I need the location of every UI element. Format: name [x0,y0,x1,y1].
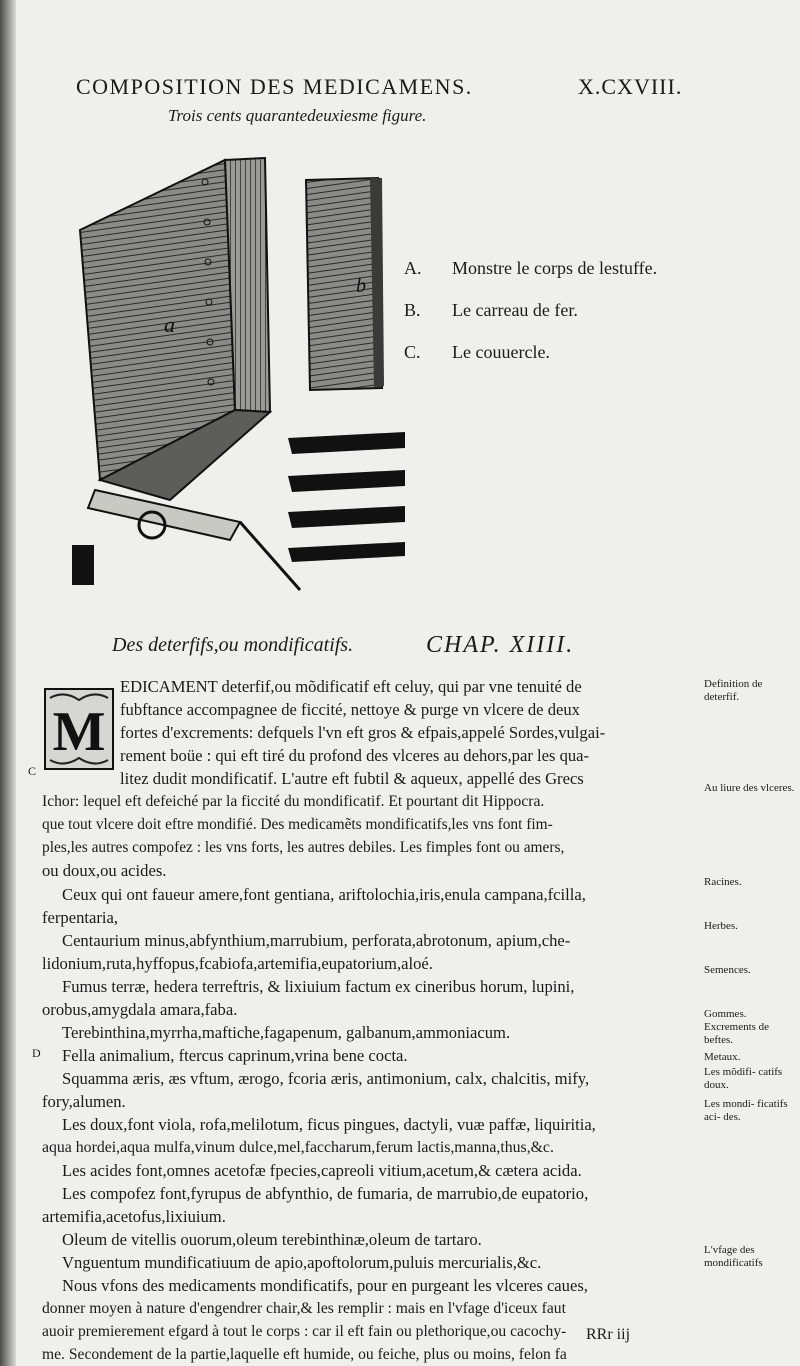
body-line: EDICAMENT deterfif,ou mõdificatif eft celuy, qui par vne tenuité de [120,677,582,696]
body-line: lidonium,ruta,hyffopus,fcabiofa,artemifia,eupatorium,aloé. [42,954,433,973]
chapter-title: Des deterfifs,ou mondificatifs. [112,634,354,656]
page-gutter-shadow [0,0,16,1366]
body-line: ples,les autres compofez : les vns forts, les autres debiles. Les fimples font ou amers, [42,839,565,856]
legend-text: Le carreau de fer. [452,300,578,320]
body-line: que tout vlcere doit eftre mondifié. Des medicamẽts mondificatifs,les vns font fim- [42,816,553,833]
body-line: Squamma æris, æs vftum, ærogo, fcoria æris, antimonium, calx, chalcitis, mify, [62,1069,590,1088]
body-line: Les doux,font viola, rofa,melilotum, ficus pingues, dactyli, vuæ paffæ, liquiritia, [62,1115,596,1134]
woodcut-illustration [60,150,420,600]
body-line: artemifia,acetofus,lixiuium. [42,1207,226,1226]
label-b: b [356,275,366,297]
body-line: Fumus terræ, hedera terreftris, & lixiuium factum ex cineribus horum, lupini, [62,977,575,996]
box-body-drawing [72,158,300,590]
svg-text:M: M [52,701,106,763]
legend-text: Le couuercle. [452,342,550,362]
decorated-initial-m [44,688,114,770]
body-line: orobus,amygdala amara,faba. [42,1000,238,1019]
legend-text: Monstre le corps de lestuffe. [452,258,658,278]
margin-note: Metaux. [704,1051,741,1063]
legend-key: B. [404,300,421,320]
legend-item-b [404,300,578,321]
body-line: ferpentaria, [42,908,119,927]
label-a: a [164,312,175,337]
body-line: Fella animalium, ftercus caprinum,vrina bene cocta. [62,1046,408,1065]
figure-caption: Trois cents quarantedeuxiesme figure. [168,106,427,125]
margin-note: Les mondi- ficatifs aci- des. [704,1098,788,1123]
body-line: me. Secondement de la partie,laquelle eft humide, ou feiche, plus ou moins, felon fa [42,1346,567,1363]
left-margin-mark: D [32,1046,41,1060]
iron-plate-drawing [306,178,384,390]
body-line: litez dudit mondificatif. L'autre eft fubtil & aqueux, appellé des Grecs [120,769,584,788]
body-line: rement boüe : qui eft tiré du profond des vlceres au dehors,par les qua- [120,746,590,765]
margin-note: Definition de deterfif. [704,678,763,703]
signature-mark: RRr iij [586,1326,631,1343]
body-line: Terebinthina,myrrha,maftiche,fagapenum, galbanum,ammoniacum. [62,1023,511,1042]
margin-note: Au liure des vlceres. [704,782,795,794]
body-line: auoir premierement efgard à tout le corps : car il eft fain ou plethorique,ou cacochy- [42,1323,567,1340]
margin-note: Herbes. [704,920,738,932]
margin-note: Les mõdifi- catifs doux. [704,1066,783,1091]
body-line: aqua hordei,aqua mulfa,vinum dulce,mel,faccharum,ferum lactis,manna,thus,&c. [42,1139,554,1156]
folio-number: X.CXVIII. [578,74,683,99]
body-line: Nous vfons des medicaments mondificatifs, pour en purgeant les vlceres caues, [62,1276,588,1295]
margin-note: Excrements de beftes. [704,1021,770,1046]
body-line: fortes d'excrements: defquels l'vn eft gros & efpais,appelé Sordes,vulgai- [120,723,606,742]
body-line: ou doux,ou acides. [42,861,167,880]
legend-key: A. [404,258,422,278]
legend-item-a [404,258,657,279]
legend-item-c [404,342,550,363]
legend-key: C. [404,342,421,362]
body-line: donner moyen à nature d'engendrer chair,& les remplir : mais en l'vfage d'iceux faut [42,1300,566,1317]
body-line: fubftance accompagnee de ficcité, nettoye & purge vn vlcere de deux [120,700,580,719]
body-line: Ichor: lequel eft defeiché par la ficcité du mondificatif. Et pourtant dit Hippocra. [42,793,545,810]
body-line: Ceux qui ont faueur amere,font gentiana, ariftolochia,iris,enula campana,fcilla, [62,885,586,904]
body-line: Les compofez font,fyrupus de abfynthio, de fumaria, de marrubio,de eupatorio, [62,1184,589,1203]
body-line: Centaurium minus,abfynthium,marrubium, perforata,abrotonum, apium,che- [62,931,571,950]
body-line: fory,alumen. [42,1092,126,1111]
chapter-number: CHAP. XIIII. [426,632,575,658]
body-line: Les acides font,omnes acetofæ fpecies,capreoli vitium,acetum,& cætera acida. [62,1161,582,1180]
body-line: Oleum de vitellis ouorum,oleum terebinthinæ,oleum de tartaro. [62,1230,482,1249]
running-header-title: COMPOSITION DES MEDICAMENS. [76,74,473,99]
lid-bars-drawing [288,432,405,562]
margin-note: Semences. [704,964,751,976]
margin-note: Gommes. [704,1008,747,1020]
body-line: Vnguentum mundificatiuum de apio,apoftolorum,puluis mercurialis,&c. [62,1253,542,1272]
left-margin-mark: C [28,764,37,778]
margin-note: L'vfage des mondificatifs [704,1244,763,1269]
margin-note: Racines. [704,876,742,888]
